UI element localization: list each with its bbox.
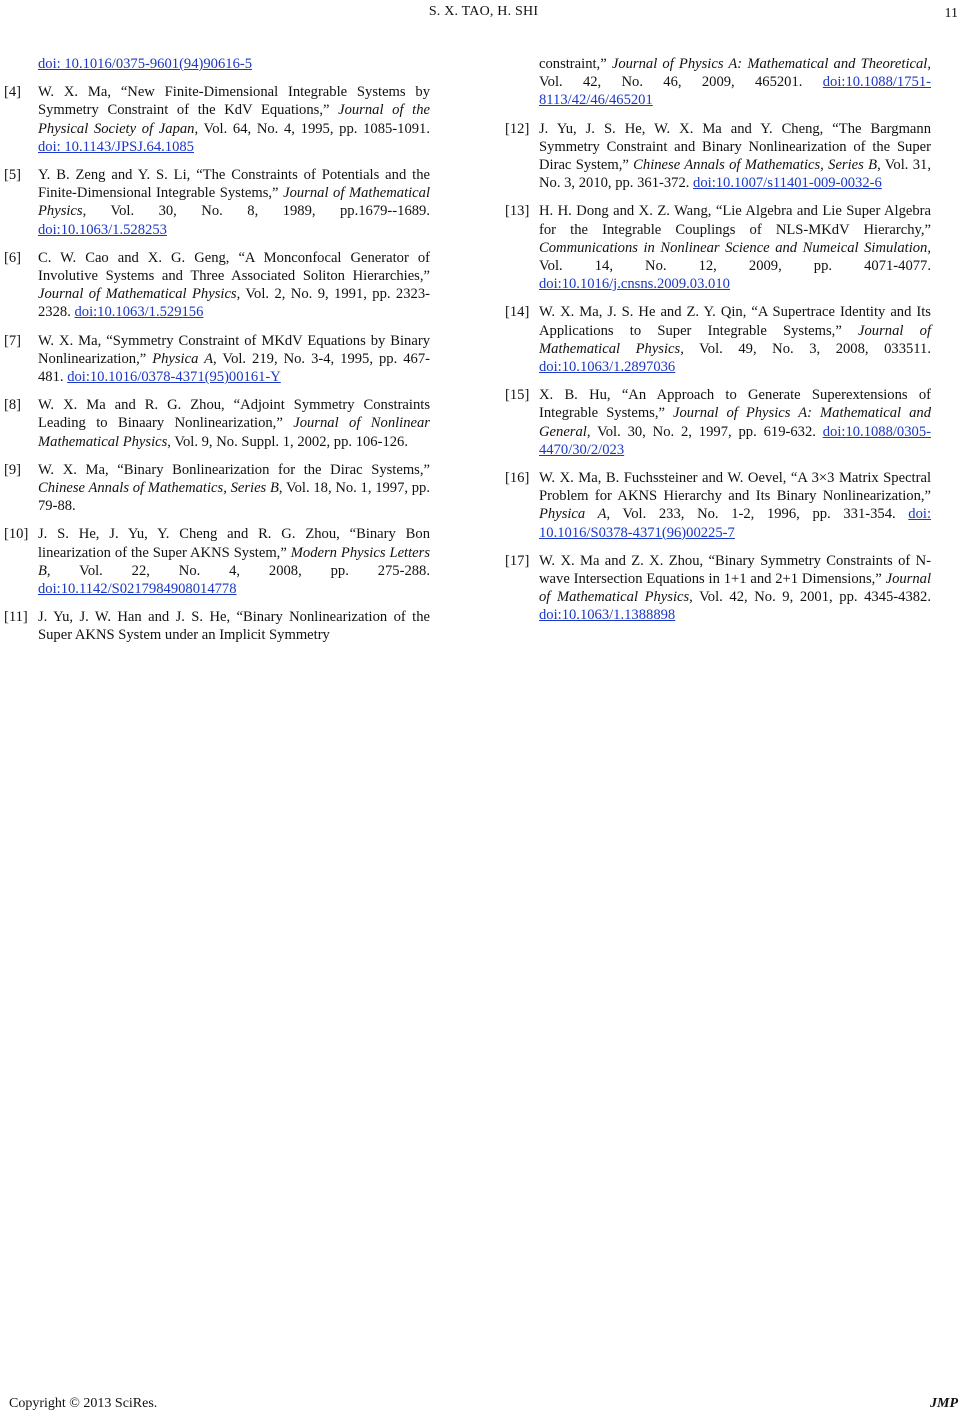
doi-link[interactable]: doi:10.1088/1751-8113/42/46/465201 — [539, 74, 931, 109]
doi-link[interactable]: doi:10.1088/0305-4470/30/2/023 — [539, 423, 931, 458]
reference-text: C. W. Cao and X. G. Geng, “A Monconfocal Generator of Involutive Systems and Three Associated Soliton Hierarchies,” — [38, 249, 430, 285]
doi-link[interactable]: doi:10.1063/1.529156 — [74, 304, 204, 321]
reference-text: constraint,” — [539, 56, 612, 72]
reference-entry — [505, 552, 931, 625]
reference-text: J. Yu, J. S. He, W. X. Ma and Y. Cheng, “The Bargmann Symmetry Constraint and Binary Nonlinearization of the Super Dirac System,” — [539, 120, 931, 174]
reference-details: , Vol. 233, No. 1-2, 1996, pp. 331-354. — [606, 506, 909, 523]
reference-text: W. X. Ma, J. S. He and Z. Y. Qin, “A Supertrace Identity and Its Applications to Super Integrable Systems,” — [539, 304, 931, 339]
reference-number: [9] — [4, 461, 22, 478]
reference-entry — [505, 386, 931, 459]
reference-details: , Vol. 31, No. 3, 2010, pp. 361-372. — [539, 157, 931, 192]
journal-name: Journal of Mathematical Physics — [38, 185, 431, 220]
reference-details: , Vol. 30, No. 2, 1997, pp. 619-632. — [586, 423, 823, 440]
reference-details: , Vol. 49, No. 3, 2008, 033511. — [680, 340, 931, 357]
reference-entry — [4, 83, 430, 156]
reference-number: [6] — [4, 249, 22, 266]
references-right-column — [505, 55, 931, 635]
reference-entry — [505, 202, 931, 293]
reference-details: , Vol. 14, No. 12, 2009, pp. 4071-4077. — [539, 239, 931, 275]
journal-name: Physica A — [152, 350, 214, 367]
reference-continuation — [4, 55, 430, 73]
reference-text: W. X. Ma, “New Finite-Dimensional Integrable Systems by Symmetry Constraint of the KdV Equations,” — [38, 84, 430, 119]
journal-abbrev: JMP — [930, 1396, 958, 1411]
journal-name: Journal of Physics A: Mathematical and Theoretical — [611, 56, 928, 72]
reference-entry — [505, 303, 931, 376]
reference-entry — [505, 120, 931, 193]
page-number: 11 — [944, 6, 958, 21]
journal-name: Physica A — [539, 506, 607, 523]
reference-entry — [4, 396, 430, 451]
journal-name: Chinese Annals of Mathematics, Series B — [633, 157, 878, 174]
reference-details: , Vol. 18, No. 1, 1997, pp. 79-88. — [38, 480, 431, 515]
journal-name: Journal of Nonlinear Mathematical Physics — [38, 415, 430, 450]
reference-details: , Vol. 2, No. 9, 1991, pp. 2323-2328. — [38, 286, 430, 321]
reference-details: , Vol. 9, No. Suppl. 1, 2002, pp. 106-126. — [167, 433, 408, 450]
reference-text: W. X. Ma and R. G. Zhou, “Adjoint Symmetry Constraints Leading to Binaary Nonlinearization,” — [38, 397, 430, 432]
reference-details: , Vol. 22, No. 4, 2008, pp. 275-288. — [46, 562, 430, 579]
reference-number: [16] — [505, 470, 530, 487]
reference-text: Y. B. Zeng and Y. S. Li, “The Constraints of Potentials and the Finite-Dimensional Integrable Systems,” — [38, 167, 430, 202]
reference-number: [13] — [505, 203, 530, 220]
references-left-column — [4, 55, 430, 655]
doi-link[interactable]: doi:10.1063/1.2897036 — [539, 359, 676, 376]
reference-entry — [4, 249, 430, 322]
reference-text: J. S. He, J. Yu, Y. Cheng and R. G. Zhou, “Binary Bon linearization of the Super AKNS System,” — [38, 526, 430, 561]
reference-details: , Vol. 219, No. 3-4, 1995, pp. 467-481. — [38, 350, 430, 386]
doi-link[interactable]: doi:10.1016/0378-4371(95)00161-Y — [67, 369, 281, 386]
doi-link[interactable]: doi:10.1063/1.1388898 — [539, 607, 676, 624]
reference-entry — [505, 55, 931, 110]
journal-name: Communications in Nonlinear Science and Numeical Simulation — [539, 239, 928, 256]
reference-text: J. Yu, J. W. Han and J. S. He, “Binary Nonlinearization of the Super AKNS System under an Implicit Symmetry — [38, 609, 430, 644]
reference-text: W. X. Ma, “Binary Bonlinearization for the Dirac Systems,” — [38, 461, 430, 478]
journal-name: Journal of Physics A: Mathematical and General — [539, 405, 931, 440]
reference-text: W. X. Ma, “Symmetry Constraint of MKdV Equations by Binary Nonlinearization,” — [38, 332, 430, 367]
doi-link[interactable]: doi: 10.1016/S0378-4371(96)00225-7 — [539, 506, 931, 541]
reference-details: , Vol. 64, No. 4, 1995, pp. 1085-1091. — [194, 120, 430, 137]
doi-link[interactable]: doi:10.1007/s11401-009-0032-6 — [693, 175, 882, 192]
copyright-notice: Copyright © 2013 SciRes. — [9, 1396, 158, 1411]
reference-text: X. B. Hu, “An Approach to Generate Superextensions of Integrable Systems,” — [539, 387, 931, 422]
reference-entry — [4, 166, 430, 239]
reference-number: [8] — [4, 397, 22, 414]
reference-number: [11] — [4, 609, 28, 626]
reference-entry — [4, 608, 430, 644]
reference-number: [7] — [4, 332, 22, 349]
reference-details: , Vol. 42, No. 46, 2009, 465201. — [539, 56, 931, 91]
reference-number: [12] — [505, 120, 530, 137]
reference-entry — [505, 469, 931, 542]
running-header: S. X. TAO, H. SHI — [428, 4, 539, 19]
doi-link[interactable]: doi: 10.1016/0375-9601(94)90616-5 — [38, 56, 253, 72]
journal-name: Journal of Mathematical Physics — [38, 286, 237, 303]
reference-list-left — [4, 83, 430, 644]
reference-details: , Vol. 30, No. 8, 1989, pp.1679--1689. — [82, 203, 430, 220]
reference-number: [4] — [4, 84, 22, 101]
reference-text: H. H. Dong and X. Z. Wang, “Lie Algebra and Lie Super Algebra for the Integrable Couplings of NLS-MKdV Hierarchy,” — [539, 203, 931, 238]
reference-entry — [4, 461, 430, 516]
reference-number: [5] — [4, 167, 22, 184]
reference-details: , Vol. 42, No. 9, 2001, pp. 4345-4382. — [689, 589, 931, 606]
doi-link[interactable]: doi:10.1016/j.cnsns.2009.03.010 — [539, 276, 730, 293]
doi-link[interactable]: doi:10.1063/1.528253 — [38, 221, 167, 238]
journal-name: Journal of the Physical Society of Japan — [38, 102, 430, 137]
reference-number: [14] — [505, 304, 530, 321]
doi-link[interactable]: doi: 10.1143/JPSJ.64.1085 — [38, 138, 194, 155]
journal-name: Journal of Mathematical Physics — [539, 322, 932, 357]
journal-name: Modern Physics Letters B — [38, 544, 431, 579]
reference-text: W. X. Ma and Z. X. Zhou, “Binary Symmetry Constraints of N-wave Intersection Equations in 1+1 and 2+1 Dimensions,” — [539, 552, 931, 588]
doi-link[interactable]: doi:10.1142/S0217984908014778 — [38, 581, 237, 598]
journal-name: Journal of Mathematical Physics — [539, 571, 931, 606]
reference-text: W. X. Ma, B. Fuchssteiner and W. Oevel, “A 3×3 Matrix Spectral Problem for AKNS Hierarchy and Its Binary Nonlinearization,” — [539, 470, 931, 505]
reference-number: [15] — [505, 387, 530, 404]
reference-entry — [4, 525, 430, 598]
reference-entry — [4, 332, 430, 387]
reference-list-right — [505, 55, 931, 625]
reference-number: [10] — [4, 526, 29, 543]
journal-name: Chinese Annals of Mathematics, Series B — [38, 480, 279, 497]
reference-number: [17] — [505, 552, 530, 569]
